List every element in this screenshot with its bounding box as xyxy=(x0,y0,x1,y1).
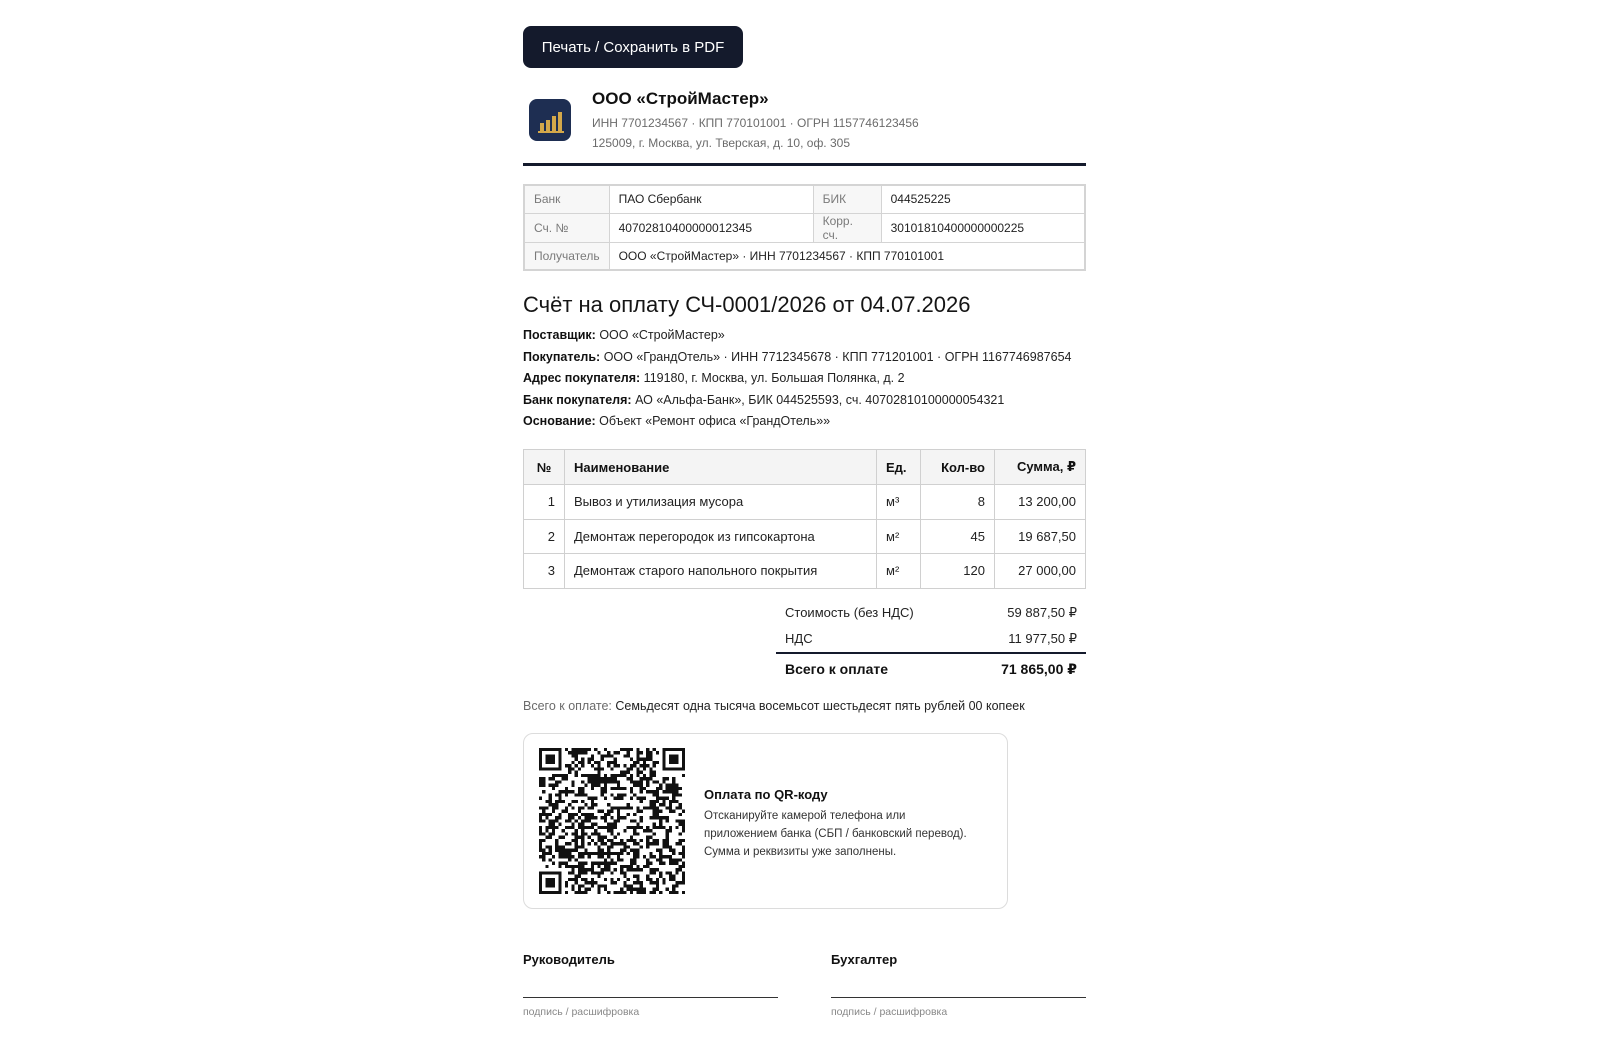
print-pdf-button[interactable]: Печать / Сохранить в PDF xyxy=(523,26,743,68)
buyer-address-line xyxy=(523,371,1123,393)
buyer-line xyxy=(523,350,1123,372)
col-qty-header: Кол-во xyxy=(921,450,995,485)
item-qty: 45 xyxy=(921,519,995,554)
col-unit-header: Ед. xyxy=(877,450,921,485)
item-number: 3 xyxy=(524,554,565,589)
corr-account-label: Корр. сч. xyxy=(813,213,881,242)
bank-details-table xyxy=(523,184,1086,271)
signature-hint: подпись / расшифровка xyxy=(523,1006,640,1018)
buyer-label: Покупатель: xyxy=(523,349,601,364)
item-name: Вывоз и утилизация мусора xyxy=(565,485,877,520)
item-sum: 27 000,00 xyxy=(995,554,1086,589)
items-table xyxy=(523,449,1086,589)
invoice-parties xyxy=(523,328,1123,436)
accountant-label: Бухгалтер xyxy=(831,952,898,967)
col-number-header: № xyxy=(524,450,565,485)
table-row xyxy=(524,485,1086,520)
recipient-row xyxy=(524,242,1085,270)
item-sum: 13 200,00 xyxy=(995,485,1086,520)
account-row xyxy=(524,213,1085,242)
basis-line xyxy=(523,414,1123,436)
item-qty: 8 xyxy=(921,485,995,520)
subtotal-value: 59 887,50 ₽ xyxy=(1007,605,1077,620)
bik-value: 044525225 xyxy=(881,185,1085,213)
qr-instruction-line: приложением банка (СБП / банковский перевод). xyxy=(704,828,967,840)
bank-row xyxy=(524,185,1085,213)
total-in-words-value: Семьдесят одна тысяча восемьсот шестьдесят пять рублей 00 копеек xyxy=(615,699,1025,713)
company-address: 125009, г. Москва, ул. Тверская, д. 10, оф. 305 xyxy=(592,136,850,150)
supplier-value: ООО «СтройМастер» xyxy=(599,328,725,342)
payment-qr-code xyxy=(539,748,685,894)
corr-account-number: 30101810400000000225 xyxy=(881,213,1085,242)
qr-payment-card xyxy=(523,733,1008,909)
basis-label: Основание: xyxy=(523,414,596,428)
item-unit: м² xyxy=(877,519,921,554)
buyer-bank-label: Банк покупателя: xyxy=(523,392,632,407)
qr-instruction-line: Сумма и реквизиты уже заполнены. xyxy=(704,846,897,858)
grand-total-row xyxy=(776,652,1086,682)
basis-value: Объект «Ремонт офиса «ГрандОтель»» xyxy=(599,414,831,428)
subtotal-label: Стоимость (без НДС) xyxy=(785,605,914,620)
account-number: 40702810400000012345 xyxy=(609,213,813,242)
qr-instructions xyxy=(704,807,994,861)
items-header-row xyxy=(524,450,1086,485)
item-qty: 120 xyxy=(921,554,995,589)
bik-label: БИК xyxy=(813,185,881,213)
table-row xyxy=(524,519,1086,554)
director-signature xyxy=(523,952,778,1018)
qr-instruction-line: Отсканируйте камерой телефона или xyxy=(704,810,906,822)
table-row xyxy=(524,554,1086,589)
supplier-line xyxy=(523,328,1123,350)
bank-label: Банк xyxy=(524,185,609,213)
col-name-header: Наименование xyxy=(565,450,877,485)
vat-row xyxy=(776,626,1086,652)
col-sum-header: Сумма, ₽ xyxy=(995,450,1086,485)
buyer-bank-line xyxy=(523,393,1123,415)
signature-line xyxy=(523,997,778,998)
vat-label: НДС xyxy=(785,631,813,646)
account-label: Сч. № xyxy=(524,213,609,242)
item-number: 1 xyxy=(524,485,565,520)
grand-total-value: 71 865,00 ₽ xyxy=(1001,661,1077,677)
item-number: 2 xyxy=(524,519,565,554)
company-header xyxy=(523,88,1086,166)
accountant-signature xyxy=(831,952,1086,1018)
total-in-words-label: Всего к оплате: xyxy=(523,699,612,713)
company-logo-icon xyxy=(529,99,571,141)
buyer-value: ООО «ГрандОтель» · ИНН 7712345678 · КПП 771201001 · ОГРН 1167746987654 xyxy=(603,349,1072,364)
recipient-label: Получатель xyxy=(524,242,609,270)
grand-total-label: Всего к оплате xyxy=(785,661,888,677)
subtotal-row xyxy=(776,600,1086,626)
item-unit: м³ xyxy=(877,485,921,520)
buyer-address-label: Адрес покупателя: xyxy=(523,371,641,385)
signature-hint: подпись / расшифровка xyxy=(831,1006,948,1018)
total-in-words xyxy=(523,699,1025,713)
buyer-address-value: 119180, г. Москва, ул. Большая Полянка, д. 2 xyxy=(643,371,905,385)
buyer-bank-value: АО «Альфа-Банк», БИК 044525593, сч. 40702810100000054321 xyxy=(635,392,1005,407)
recipient-value: ООО «СтройМастер» · ИНН 7701234567 · КПП 770101001 xyxy=(609,242,1085,270)
qr-title: Оплата по QR-коду xyxy=(704,787,828,802)
company-name: ООО «СтройМастер» xyxy=(592,89,769,108)
item-name: Демонтаж перегородок из гипсокартона xyxy=(565,519,877,554)
vat-value: 11 977,50 ₽ xyxy=(1008,631,1077,646)
item-name: Демонтаж старого напольного покрытия xyxy=(565,554,877,589)
item-unit: м² xyxy=(877,554,921,589)
signature-line xyxy=(831,997,1086,998)
company-registration: ИНН 7701234567 · КПП 770101001 · ОГРН 1157746123456 xyxy=(592,116,919,130)
item-sum: 19 687,50 xyxy=(995,519,1086,554)
bank-name: ПАО Сбербанк xyxy=(609,185,813,213)
director-label: Руководитель xyxy=(523,952,615,967)
supplier-label: Поставщик: xyxy=(523,328,596,342)
invoice-title: Счёт на оплату СЧ-0001/2026 от 04.07.2026 xyxy=(523,292,971,317)
totals-block xyxy=(776,600,1086,682)
